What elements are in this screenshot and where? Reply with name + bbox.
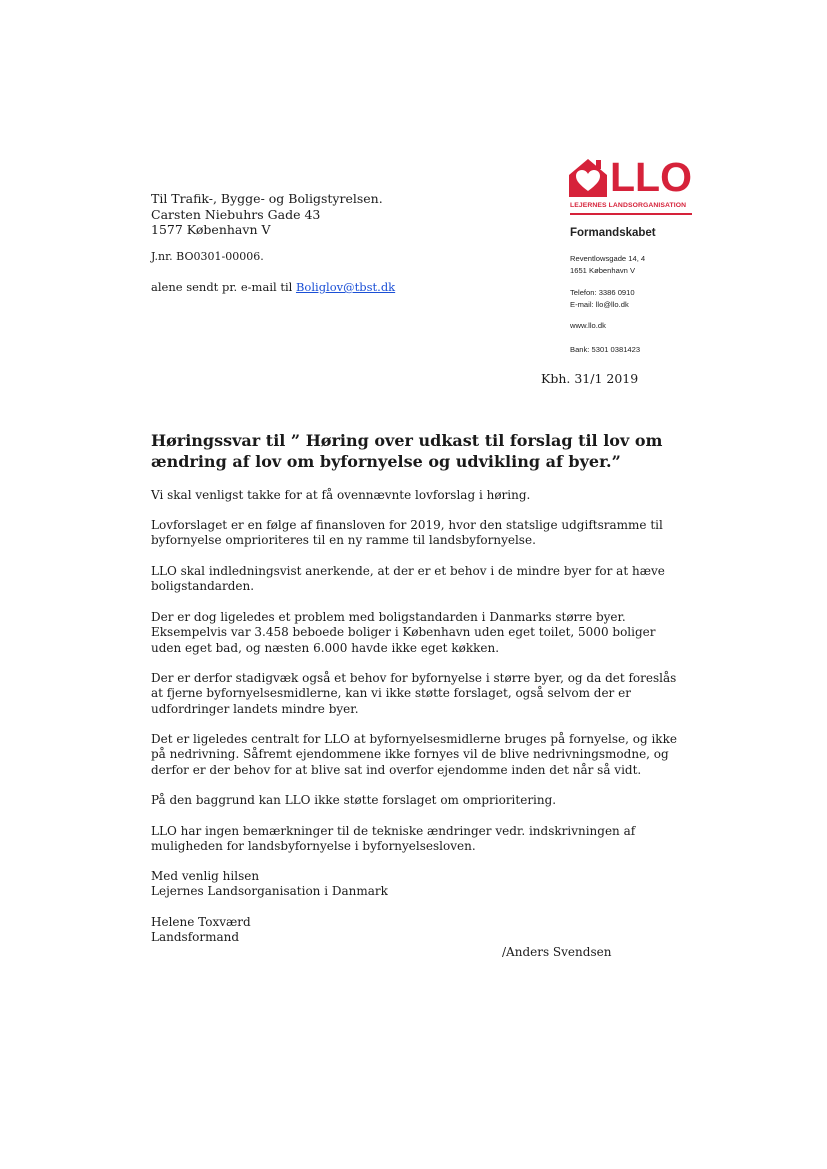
- paragraph-text: Det er ligeledes centralt for LLO at byfornyelsesmidlerne bruges på fornyelse, og ikke på nedrivning. Såfremt ejendommene ikke fornyes vil de blive nedrivningsmodne, og derfor er der behov for at blive sat ind overfor ejendomme inden det når så vidt.: [151, 732, 677, 777]
- sender-email: E-mail: llo@llo.dk: [570, 299, 629, 309]
- paragraph-text: Lovforslaget er en følge af finansloven for 2019, hvor den statslige udgiftsramme til byfornyelse omprioriteres til en ny ramme til landsbyfornyelse.: [151, 518, 663, 548]
- sender-phone: Telefon: 3386 0910: [570, 288, 635, 297]
- paragraph: [151, 564, 681, 595]
- paragraph: [151, 518, 681, 549]
- paragraph: [151, 671, 681, 717]
- journal-number: J.nr. BO0301-00006.: [151, 250, 264, 263]
- sender-web: www.llo.dk: [570, 321, 606, 330]
- recipient-line-3: 1577 København V: [151, 222, 271, 237]
- sender-contact: [570, 287, 635, 310]
- paragraph-text: På den baggrund kan LLO ikke støtte forslaget om omprioritering.: [151, 793, 557, 807]
- llo-logo: [568, 155, 698, 217]
- closing-greeting: Med venlig hilsen: [151, 869, 260, 883]
- sent-prefix: alene sendt pr. e-mail til: [151, 280, 296, 294]
- recipient-address: [151, 191, 383, 238]
- paragraph-text: LLO skal indledningsvist anerkende, at der er et behov i de mindre byer for at hæve boligstandarden.: [151, 564, 665, 594]
- paragraph-text: Vi skal venligst takke for at få ovennævnte lovforslag i høring.: [151, 488, 531, 502]
- sender-heading: Formandskabet: [570, 227, 656, 239]
- email-link[interactable]: Boliglov@tbst.dk: [295, 280, 396, 294]
- sender-bank: Bank: 5301 0381423: [570, 345, 641, 354]
- sender-address-line-2: 1651 København V: [570, 265, 636, 275]
- signature-block: [151, 915, 251, 946]
- sender-address: [570, 253, 645, 276]
- closing-organisation: Lejernes Landsorganisation i Danmark: [151, 884, 388, 899]
- logo-tagline: LEJERNES LANDSORGANISATION: [570, 202, 687, 209]
- secondary-signatory: /Anders Svendsen: [502, 945, 612, 959]
- paragraph-text: Der er derfor stadigvæk også et behov for byfornyelse i større byer, og da det foreslås at fjerne byfornyelsesmidlerne, kan vi ikke støtte forslaget, også selvom der er udfordringer landets mindre byer.: [151, 671, 677, 716]
- house-heart-icon: [568, 157, 608, 199]
- paragraph: [151, 732, 681, 778]
- signatory-role: Landsformand: [151, 930, 240, 945]
- paragraph-text: Der er dog ligeledes et problem med boligstandarden i Danmarks større byer. Eksempelvis var 3.458 beboede boliger i København uden eget toilet, 5000 boliger uden eget bad, og næsten 6.000 havde ikke eget køkken.: [151, 610, 656, 655]
- paragraph-text: LLO har ingen bemærkninger til de tekniske ændringer vedr. indskrivningen af muligheden for landsbyfornyelse i byfornyelsesloven.: [151, 824, 636, 854]
- letter-date: Kbh. 31/1 2019: [541, 371, 639, 386]
- logo-wordmark: LLO: [610, 154, 692, 200]
- signatory-name: Helene Toxværd: [151, 915, 251, 929]
- logo-divider: [570, 213, 692, 215]
- recipient-line-1: Til Trafik-, Bygge- og Boligstyrelsen.: [151, 191, 383, 206]
- letter-title: Høringssvar til ” Høring over udkast til forslag til lov om ændring af lov om byfornyelse og udvikling af byer.”: [151, 431, 663, 471]
- sender-address-line-1: Reventlowsgade 14, 4: [570, 254, 646, 263]
- paragraph: [151, 824, 681, 855]
- paragraph: [151, 488, 681, 503]
- closing-block: [151, 869, 388, 900]
- paragraph: [151, 793, 681, 808]
- paragraph: [151, 610, 681, 656]
- recipient-line-2: Carsten Niebuhrs Gade 43: [151, 206, 321, 222]
- sent-note: [151, 280, 395, 294]
